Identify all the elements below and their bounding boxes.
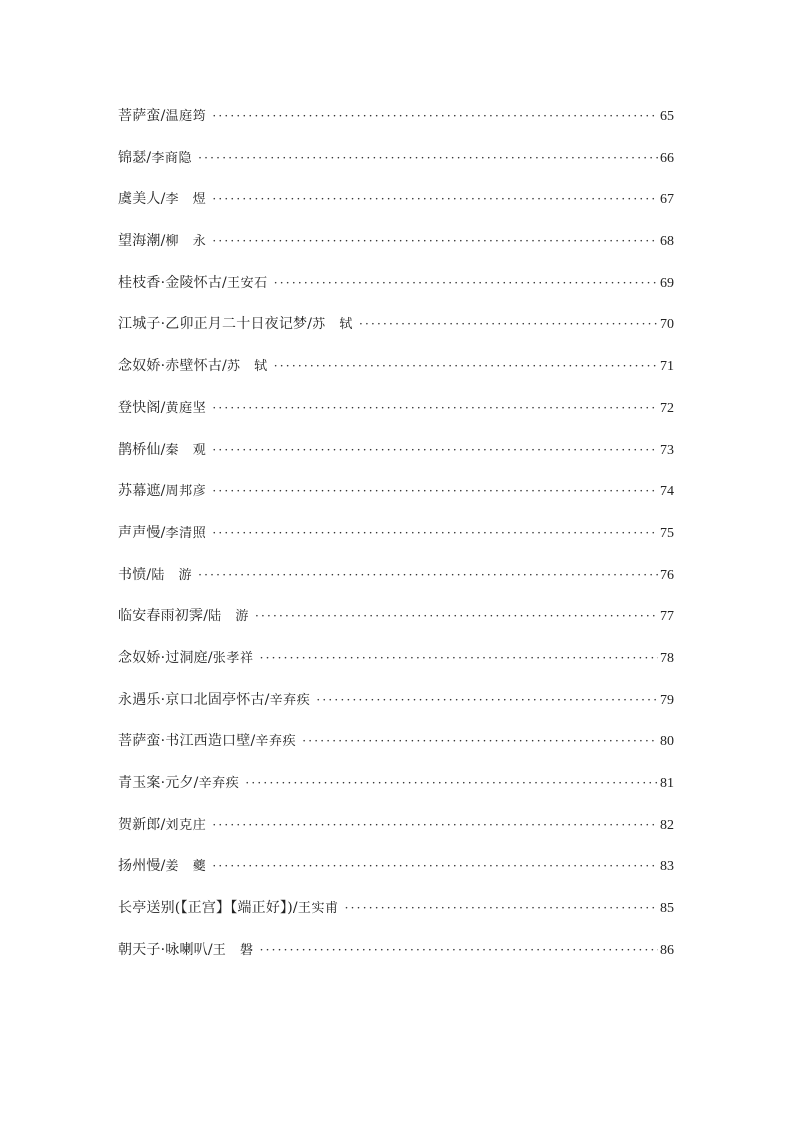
toc-entry-author: 黄庭坚	[165, 400, 207, 416]
dot-leader	[359, 310, 658, 338]
toc-entry-author: 刘克庄	[165, 817, 207, 833]
dot-leader	[198, 144, 658, 172]
dot-leader	[260, 644, 658, 672]
dot-leader	[198, 561, 658, 589]
toc-entry-title: 书愤/	[118, 566, 152, 583]
toc-entry-page-number: 75	[660, 525, 674, 541]
toc-entry-author: 李商隐	[151, 150, 193, 166]
toc-entry-author: 王 磐	[212, 942, 254, 958]
toc-entry-author: 陆 游	[208, 609, 249, 625]
toc-entry-author: 柳 永	[165, 234, 207, 250]
toc-entry-title: 虞美人/	[118, 191, 166, 208]
toc-entry[interactable]	[118, 227, 674, 269]
toc-entry-author: 辛弃疾	[198, 776, 240, 791]
toc-entry-title: 念奴娇·赤壁怀古/	[118, 358, 227, 375]
toc-entry-page-number: 78	[660, 650, 674, 666]
toc-entry-title: 永遇乐·京口北固亭怀古/	[118, 691, 270, 708]
dot-leader	[274, 269, 658, 297]
toc-entry[interactable]	[118, 269, 674, 311]
toc-entry-author: 苏 轼	[226, 359, 268, 375]
toc-entry-title: 菩萨蛮/	[118, 108, 166, 124]
toc-entry-author: 王实甫	[297, 901, 339, 917]
toc-entry[interactable]	[118, 727, 674, 769]
toc-entry[interactable]	[118, 561, 674, 603]
toc-entry[interactable]	[118, 644, 674, 686]
toc-entry-title: 临安春雨初霁/	[118, 608, 209, 625]
toc-entry-title: 江城子·乙卯正月二十日夜记梦/	[118, 316, 313, 333]
toc-entry-author: 苏 轼	[312, 317, 353, 333]
toc-entry[interactable]	[118, 102, 674, 144]
toc-entry-page-number: 77	[660, 609, 674, 625]
toc-entry-title: 鹊桥仙/	[118, 441, 166, 458]
toc-entry[interactable]	[118, 602, 674, 644]
toc-entry-page-number: 76	[660, 567, 674, 583]
dot-leader	[212, 436, 658, 464]
dot-leader	[212, 811, 658, 839]
toc-entry-page-number: 73	[660, 442, 674, 458]
table-of-contents	[118, 102, 674, 977]
toc-entry-author: 姜 夔	[165, 859, 207, 875]
toc-entry-author: 李 煜	[165, 192, 207, 208]
dot-leader	[345, 894, 658, 922]
toc-entry-page-number: 69	[660, 275, 674, 291]
toc-entry-page-number: 81	[660, 776, 674, 791]
toc-entry[interactable]	[118, 936, 674, 978]
toc-entry-page-number: 66	[660, 150, 674, 166]
toc-entry-title: 桂枝香·金陵怀古/	[118, 274, 227, 291]
toc-entry[interactable]	[118, 686, 674, 728]
toc-entry[interactable]	[118, 894, 674, 936]
toc-entry-title: 朝天子·咏喇叭/	[118, 941, 213, 958]
toc-entry[interactable]	[118, 144, 674, 186]
toc-entry-page-number: 82	[660, 817, 674, 833]
dot-leader	[260, 936, 658, 964]
toc-entry[interactable]	[118, 310, 674, 352]
toc-entry-author: 王安石	[226, 275, 268, 291]
toc-entry-page-number: 79	[660, 692, 674, 708]
toc-entry-page-number: 85	[660, 901, 674, 917]
toc-entry-title: 扬州慢/	[118, 858, 166, 875]
toc-entry-page-number: 74	[660, 484, 674, 500]
toc-entry-title: 苏幕遮/	[118, 483, 166, 500]
toc-entry[interactable]	[118, 436, 674, 478]
toc-entry[interactable]	[118, 185, 674, 227]
dot-leader	[212, 394, 658, 422]
dot-leader	[212, 852, 658, 880]
toc-entry-page-number: 86	[660, 942, 674, 958]
toc-entry[interactable]	[118, 852, 674, 894]
dot-leader	[212, 227, 658, 255]
toc-entry-page-number: 67	[660, 192, 674, 208]
toc-entry-title: 念奴娇·过洞庭/	[118, 649, 213, 666]
dot-leader	[212, 519, 658, 547]
dot-leader	[255, 602, 658, 630]
toc-entry-author: 周邦彦	[165, 484, 207, 500]
toc-entry-page-number: 68	[660, 234, 674, 250]
dot-leader	[316, 686, 658, 714]
toc-entry-author: 温庭筠	[165, 109, 207, 124]
toc-entry[interactable]	[118, 394, 674, 436]
toc-entry-title: 锦瑟/	[118, 149, 152, 166]
toc-entry-title: 登快阁/	[118, 399, 166, 416]
toc-entry-author: 陆 游	[151, 567, 193, 583]
toc-entry-page-number: 80	[660, 734, 674, 750]
toc-entry-title: 青玉案·元夕/	[118, 775, 199, 791]
toc-entry[interactable]	[118, 519, 674, 561]
dot-leader	[212, 185, 658, 213]
toc-entry-page-number: 72	[660, 400, 674, 416]
toc-entry-page-number: 65	[660, 109, 674, 124]
toc-entry-title: 贺新郎/	[118, 816, 166, 833]
toc-entry-title: 长亭送别(【正宫】【端正好】)/	[118, 900, 298, 917]
toc-entry[interactable]	[118, 477, 674, 519]
dot-leader	[302, 727, 658, 755]
toc-entry-author: 辛弃疾	[255, 734, 297, 750]
toc-entry-author: 辛弃疾	[269, 692, 311, 708]
toc-entry-title: 声声慢/	[118, 524, 166, 541]
toc-entry-author: 秦 观	[165, 442, 207, 458]
toc-entry[interactable]	[118, 352, 674, 394]
toc-entry-author: 李清照	[165, 525, 207, 541]
dot-leader	[245, 769, 658, 797]
dot-leader	[212, 477, 658, 505]
toc-entry-author: 张孝祥	[212, 650, 254, 666]
toc-entry-page-number: 83	[660, 859, 674, 875]
toc-entry[interactable]	[118, 811, 674, 853]
dot-leader	[274, 352, 658, 380]
dot-leader	[212, 102, 658, 130]
toc-entry-title: 望海潮/	[118, 233, 166, 250]
toc-entry-page-number: 71	[660, 359, 674, 375]
toc-entry[interactable]	[118, 769, 674, 811]
toc-entry-page-number: 70	[660, 317, 674, 333]
toc-entry-title: 菩萨蛮·书江西造口壁/	[118, 733, 256, 750]
